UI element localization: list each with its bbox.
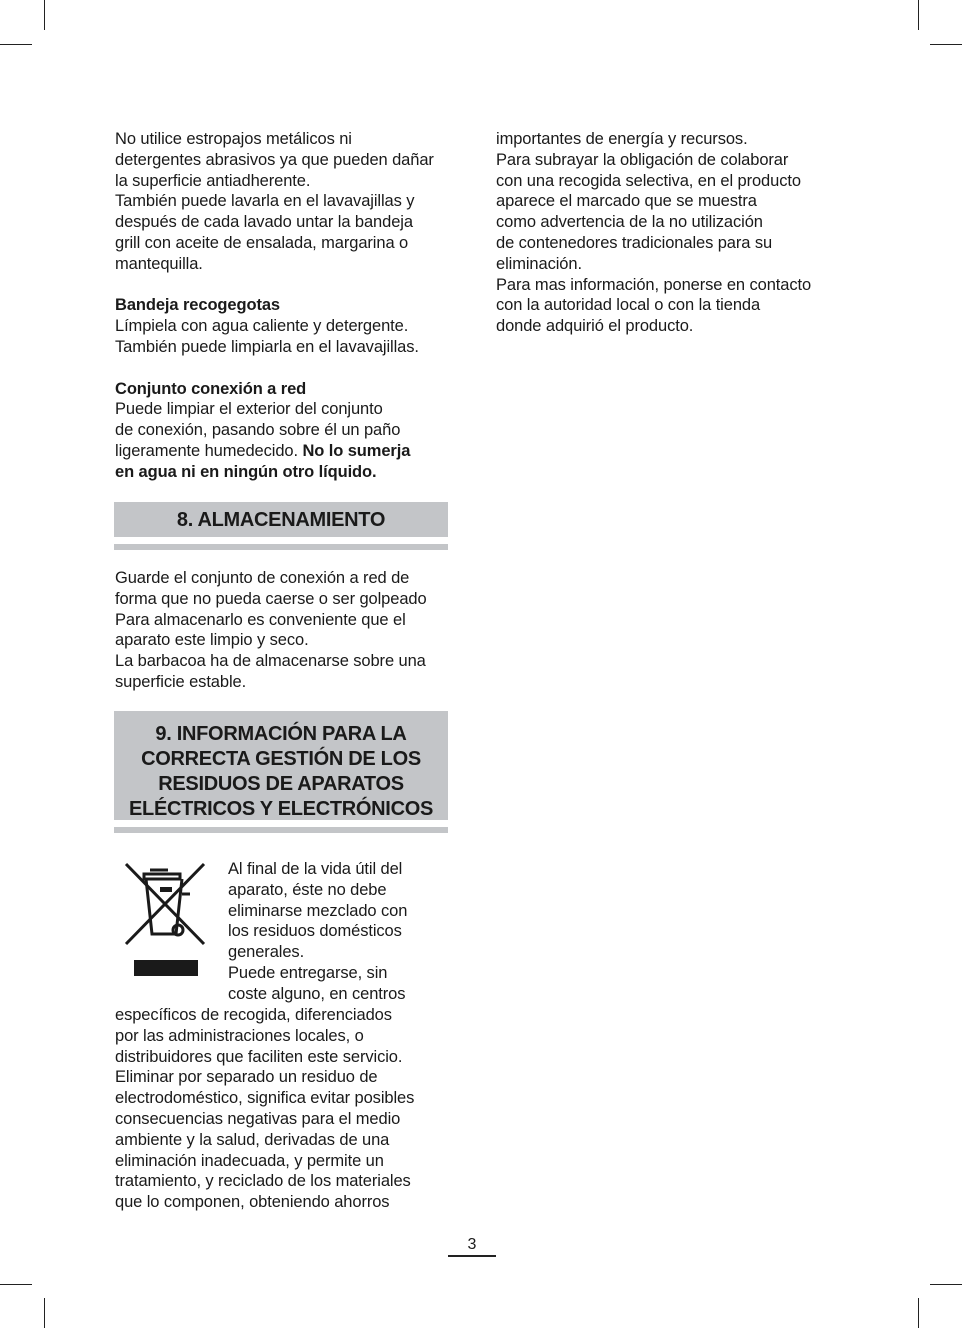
- text-line: Puede limpiar el exterior del conjunto: [115, 400, 383, 419]
- crop-mark: [0, 1284, 32, 1285]
- text-line: la superficie antiadherente.: [115, 171, 311, 190]
- section-9-heading: [114, 711, 448, 820]
- crop-mark: [918, 0, 919, 30]
- text-line: grill con aceite de ensalada, margarina o: [115, 233, 409, 252]
- warning-text: No lo sumerja: [302, 441, 411, 460]
- text-line: de conexión, pasando sobre él un paño: [115, 421, 401, 440]
- text-line: distribuidores que faciliten este servicio.: [115, 1047, 403, 1066]
- text-line: No utilice estropajos metálicos ni: [115, 130, 352, 148]
- text-line: Para subrayar la obligación de colaborar: [496, 150, 789, 169]
- text-line: por las administraciones locales, o: [115, 1026, 364, 1045]
- section-9-body: [115, 1005, 455, 1213]
- text-line: Para almacenarlo es conveniente que el: [115, 610, 406, 629]
- text-line: generales.: [228, 943, 305, 962]
- text-line: con una recogida selectiva, en el producto: [496, 171, 801, 190]
- text-line: Para mas información, ponerse en contacto: [496, 275, 812, 294]
- text-line: consecuencias negativas para el medio: [115, 1109, 401, 1128]
- text-line: detergentes abrasivos ya que pueden dañar: [115, 150, 434, 169]
- text-line: después de cada lavado untar la bandeja: [115, 213, 413, 232]
- heading-rule: [114, 827, 448, 833]
- text-line: importantes de energía y recursos.: [496, 130, 748, 148]
- text-line: como advertencia de la no utilización: [496, 213, 763, 232]
- section-9-body-indented: [228, 859, 458, 1005]
- text-line: de contenedores tradicionales para su: [496, 233, 773, 252]
- text-line: Límpiela con agua caliente y detergente.: [115, 317, 409, 336]
- crop-mark: [44, 0, 45, 30]
- text-line: eliminación inadecuada, y permite un: [115, 1151, 384, 1170]
- text-line: tratamiento, y reciclado de los materiales: [115, 1172, 411, 1191]
- section-8-heading: 8. ALMACENAMIENTO: [114, 502, 448, 537]
- text-line: superficie estable.: [115, 672, 247, 691]
- crop-mark: [930, 1284, 962, 1285]
- text-line: Guarde el conjunto de conexión a red de: [115, 569, 410, 587]
- text-line: coste alguno, en centros: [228, 984, 406, 1003]
- crop-mark: [930, 44, 962, 45]
- text-line: eliminarse mezclado con: [228, 901, 408, 920]
- text-line: aparato este limpio y seco.: [115, 631, 309, 650]
- heading-rule: [114, 544, 448, 550]
- text-line: electrodoméstico, significa evitar posibles: [115, 1089, 415, 1108]
- crop-mark: [0, 44, 32, 45]
- text-line: También puede lavarla en el lavavajillas y: [115, 192, 415, 211]
- warning-text: en agua ni en ningún otro líquido.: [115, 462, 377, 481]
- text-line: También puede limpiarla en el lavavajillas.: [115, 337, 419, 356]
- section-8-body: [115, 568, 455, 693]
- heading-line: CORRECTA GESTIÓN DE LOS: [141, 748, 421, 770]
- heading-line: 9. INFORMACIÓN PARA LA: [155, 723, 407, 745]
- text-line: donde adquirió el producto.: [496, 317, 694, 336]
- left-column-cleaning: [115, 129, 455, 483]
- heading-line: RESIDUOS DE APARATOS: [158, 773, 404, 795]
- drip-tray-title: Bandeja recogegotas: [115, 296, 280, 315]
- text-line: aparece el marcado que se muestra: [496, 192, 757, 211]
- text-line: específicos de recogida, diferenciados: [115, 1006, 392, 1024]
- text-line: con la autoridad local o con la tienda: [496, 296, 761, 315]
- text-line: Eliminar por separado un residuo de: [115, 1068, 378, 1087]
- crop-mark: [44, 1298, 45, 1328]
- text-line: que lo componen, obteniendo ahorros: [115, 1193, 390, 1212]
- right-column: [496, 129, 846, 337]
- text-line: Puede entregarse, sin: [228, 963, 388, 982]
- text-line: Al final de la vida útil del: [228, 860, 403, 878]
- text-line: los residuos domésticos: [228, 922, 402, 941]
- text-line: ambiente y la salud, derivadas de una: [115, 1130, 390, 1149]
- text-normal: ligeramente humedecido.: [115, 441, 303, 460]
- text-line: eliminación.: [496, 254, 582, 273]
- heading-line: ELÉCTRICOS Y ELECTRÓNICOS: [128, 798, 434, 820]
- text-line: mantequilla.: [115, 254, 203, 273]
- page-number: 3: [448, 1236, 496, 1257]
- power-unit-title: Conjunto conexión a red: [115, 379, 307, 398]
- text-line: forma que no pueda caerse o ser golpeado: [115, 589, 427, 608]
- crossed-out-wheelie-bin-icon: [122, 860, 208, 978]
- text-line: La barbacoa ha de almacenarse sobre una: [115, 652, 426, 671]
- text-line: aparato, éste no debe: [228, 880, 387, 899]
- crop-mark: [918, 1298, 919, 1328]
- text-line: [115, 441, 455, 462]
